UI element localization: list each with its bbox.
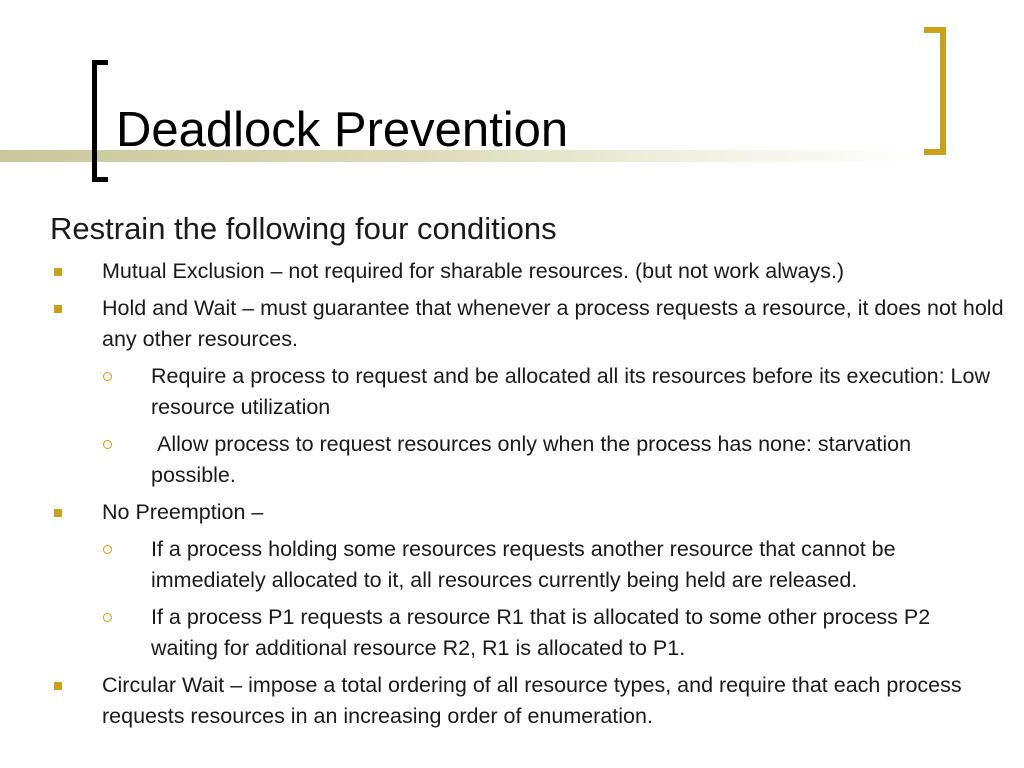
- bullet-item-no-preemption: [0, 497, 1012, 528]
- bullet-item-hold-and-wait: [0, 293, 1012, 355]
- sub-bullet-text: If a process P1 requests a resource R1 that is allocated to some other process P2 waiting for additional resource R2, R1 is allocated to P1.: [151, 605, 931, 660]
- bullet-text: Mutual Exclusion – not required for sharable resources. (but not work always.): [102, 259, 845, 283]
- square-bullet-icon: [54, 682, 62, 690]
- square-bullet-icon: [54, 509, 62, 517]
- sub-bullet-text: Require a process to request and be allocated all its resources before its execution: Low resource utilization: [151, 364, 990, 419]
- sub-bullet-item: [0, 429, 1001, 491]
- bullet-item-circular-wait: [0, 670, 1012, 732]
- square-bullet-icon: [54, 268, 62, 276]
- slide-title: Deadlock Prevention: [116, 103, 569, 157]
- sub-bullet-text: Allow process to request resources only when the process has none: starvation possible.: [151, 432, 918, 487]
- bullet-text: Hold and Wait – must guarantee that whenever a process requests a resource, it does not hold any other resources.: [102, 296, 1004, 351]
- bullet-item-mutual-exclusion: [0, 256, 1012, 287]
- bullet-list: [0, 250, 1024, 732]
- square-bullet-icon: [54, 305, 62, 313]
- circle-bullet-icon: [103, 372, 112, 381]
- circle-bullet-icon: [103, 613, 112, 622]
- slide-subtitle: Restrain the following four conditions: [50, 211, 557, 246]
- circle-bullet-icon: [103, 440, 112, 449]
- sub-bullet-item: [0, 361, 1001, 423]
- bullet-text: Circular Wait – impose a total ordering of all resource types, and require that each process requests resources in an increasing order of enumeration.: [102, 673, 962, 728]
- sub-bullet-item: [0, 602, 1001, 664]
- right-bracket-decoration: [924, 27, 946, 155]
- bullet-text: No Preemption –: [102, 500, 264, 524]
- left-bracket-decoration: [92, 60, 108, 182]
- circle-bullet-icon: [103, 545, 112, 554]
- sub-bullet-item: [0, 534, 1001, 596]
- sub-bullet-text: If a process holding some resources requests another resource that cannot be immediately allocated to it, all resources currently being held are released.: [151, 537, 896, 592]
